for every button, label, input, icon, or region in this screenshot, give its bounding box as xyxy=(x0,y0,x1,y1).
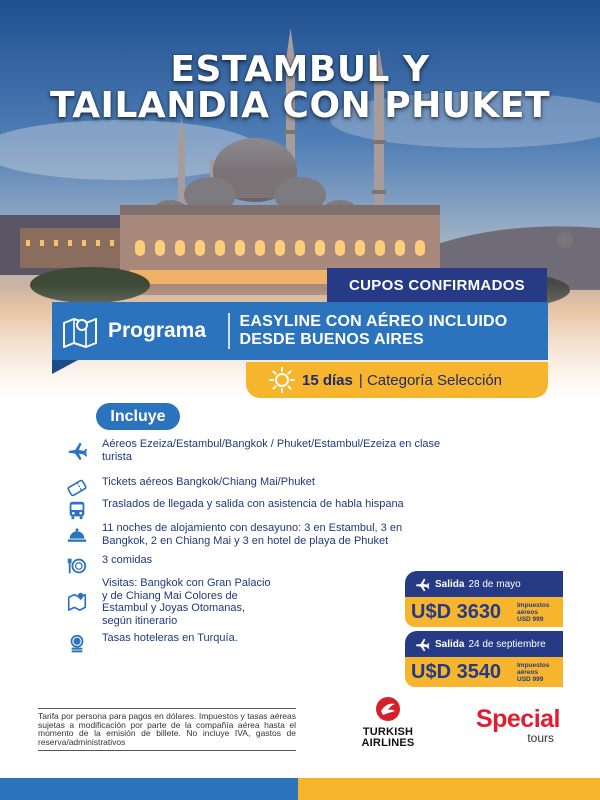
sun-icon xyxy=(268,366,296,394)
plane-icon xyxy=(413,636,431,652)
tax-note xyxy=(517,602,550,623)
tax-note-line: Impuestos xyxy=(517,601,550,609)
category-label: | Categoría Selección xyxy=(358,371,503,389)
tax-note-line: aéreos xyxy=(517,668,538,676)
plan-line-2: DESDE BUENOS AIRES xyxy=(239,331,424,348)
list-item xyxy=(64,554,442,578)
list-item-text: Visitas: Bangkok con Gran Palacio y de Chiang Mai Colores de Estambul y Joyas Otomanas, según itinerario xyxy=(102,577,271,627)
tax-note-line: USD 999 xyxy=(517,615,544,623)
footer-bar-yellow xyxy=(298,778,600,800)
footer-bar xyxy=(0,778,600,800)
list-item xyxy=(64,476,442,500)
meal-icon xyxy=(64,554,90,578)
price-body xyxy=(405,657,563,687)
price-box-septiembre xyxy=(405,631,563,687)
tax-note-line: USD 999 xyxy=(517,675,544,683)
price-amount: U$D 3540 xyxy=(411,660,502,683)
price-body xyxy=(405,597,563,627)
list-item-text: Tickets aéreos Bangkok/Chiang Mai/Phuket xyxy=(102,476,315,488)
tax-note xyxy=(517,662,550,683)
title-line-1: ESTAMBUL Y xyxy=(170,49,430,90)
price-amount: U$D 3630 xyxy=(411,600,502,623)
list-item xyxy=(64,632,442,656)
price-header xyxy=(405,571,563,597)
divider xyxy=(228,313,230,349)
departure-date: 28 de mayo xyxy=(468,578,521,590)
departure-date: 24 de septiembre xyxy=(468,638,546,650)
coins-icon xyxy=(64,632,90,656)
tax-note-line: Impuestos xyxy=(517,661,550,669)
airline-name-line-2: AIRLINES xyxy=(361,737,415,749)
incluye-badge: Incluye xyxy=(96,403,180,430)
list-item-text: 11 noches de alojamiento con desayuno: 3 en Estambul, 3 en Bangkok, 2 en Chiang Mai y 3 en hotel de playa de Phuket xyxy=(102,522,403,547)
list-item-text: Aéreos Ezeiza/Estambul/Bangkok / Phuket/Estambul/Ezeiza en clase turista xyxy=(102,438,441,463)
ticket-icon xyxy=(64,476,90,500)
map-icon xyxy=(60,311,100,351)
list-item-text: 3 comidas xyxy=(102,554,153,566)
bus-icon xyxy=(64,498,90,522)
list-item-text: Traslados de llegada y salida con asistencia de habla hispana xyxy=(102,498,404,510)
plane-icon xyxy=(64,438,90,462)
price-header xyxy=(405,631,563,657)
page-title xyxy=(0,49,600,126)
salida-label: Salida xyxy=(435,638,465,650)
special-tours-logo xyxy=(460,707,560,744)
tax-note-line: aéreos xyxy=(517,608,538,616)
plane-icon xyxy=(413,576,431,592)
map-pin-icon xyxy=(64,589,90,613)
cupos-confirmados-badge: CUPOS CONFIRMADOS xyxy=(327,268,547,302)
list-item xyxy=(64,577,272,627)
plan-description xyxy=(240,313,508,349)
legal-disclaimer: Tarifa por persona para pagos en dólares. Impuestos y tasas aéreas sujetas a modificación por parte de la compañía aérea hasta el momento de la emisión de billete. No incluye IVA, gastos de reserva/administrativos xyxy=(38,708,296,751)
footer-bar-blue xyxy=(0,778,298,800)
ribbon-fold xyxy=(52,360,78,374)
list-item-text: Tasas hoteleras en Turquía. xyxy=(102,632,238,644)
price-box-mayo xyxy=(405,571,563,627)
airline-name-line-1: TURKISH xyxy=(362,726,414,738)
turkish-airlines-emblem-icon xyxy=(375,696,401,722)
list-item xyxy=(64,498,442,522)
hotel-bell-icon xyxy=(64,522,90,546)
agency-name: Special xyxy=(475,705,560,733)
programa-banner xyxy=(52,302,548,360)
list-item xyxy=(64,438,442,463)
plan-line-1: EASYLINE CON AÉREO INCLUIDO xyxy=(239,313,508,330)
list-item xyxy=(64,522,442,547)
duration-bar xyxy=(246,362,548,398)
title-line-2: TAILANDIA CON PHUKET xyxy=(49,85,551,126)
turkish-airlines-logo xyxy=(356,696,420,749)
salida-label: Salida xyxy=(435,578,465,590)
agency-subname: tours xyxy=(527,731,554,745)
days-count: 15 días xyxy=(302,371,353,389)
programa-label: Programa xyxy=(108,319,207,342)
